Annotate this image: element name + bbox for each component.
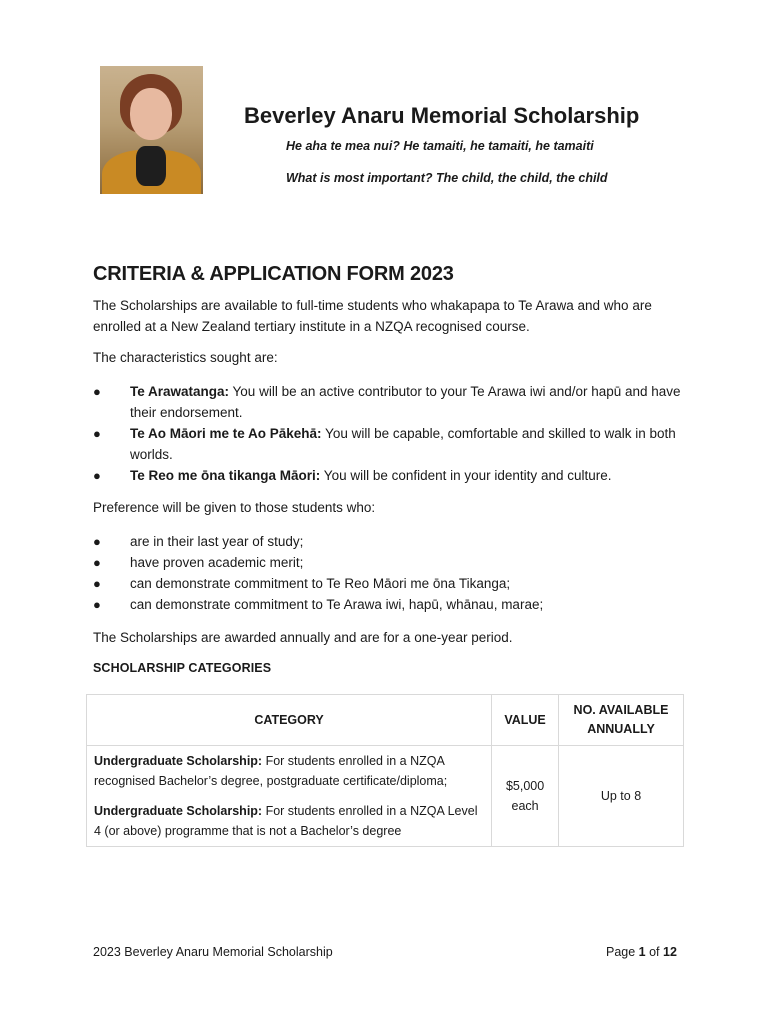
preference-text: are in their last year of study; (130, 534, 304, 549)
preference-text: can demonstrate commitment to Te Reo Māori me ōna Tikanga; (130, 576, 511, 591)
characteristic-text: You will be an active contributor to your Te Arawa iwi and/or hapū and have their endorsement. (130, 384, 681, 420)
list-item (93, 381, 693, 423)
list-item (93, 573, 693, 594)
characteristic-term: Te Arawatanga: (130, 384, 230, 399)
document-title: Beverley Anaru Memorial Scholarship (244, 103, 640, 128)
value-cell (492, 746, 559, 847)
bullet-icon: ● (93, 426, 101, 441)
characteristic-text: You will be capable, comfortable and skilled to walk in both worlds. (130, 426, 676, 462)
category-text: For students enrolled in a NZQA recognised Bachelor’s degree, postgraduate certificate/diploma; (94, 754, 448, 788)
column-header-available (559, 695, 684, 746)
column-header-available-label: NO. AVAILABLE ANNUALLY (573, 703, 669, 736)
preferences-list (93, 531, 693, 615)
category-item (94, 751, 484, 791)
bullet-icon: ● (93, 534, 101, 549)
page-total: 12 (663, 945, 677, 959)
bullet-icon: ● (93, 555, 101, 570)
categories-heading: SCHOLARSHIP CATEGORIES (93, 661, 272, 675)
list-item (93, 594, 693, 615)
characteristics-list (93, 381, 693, 486)
category-cell (87, 746, 492, 847)
value-amount: $5,000 (505, 779, 545, 793)
category-term: Undergraduate Scholarship: (94, 804, 263, 818)
preference-text: have proven academic merit; (130, 555, 304, 570)
page-current: 1 (638, 945, 646, 959)
scholarship-categories-table (86, 694, 684, 847)
category-item (94, 801, 484, 841)
table-row (87, 746, 684, 847)
motto-maori: He aha te mea nui? He tamaiti, he tamaiti, he tamaiti (286, 139, 594, 153)
page-prefix: Page (606, 945, 639, 959)
characteristics-intro: The characteristics sought are: (93, 350, 278, 365)
list-item (93, 531, 693, 552)
characteristic-term: Te Reo me ōna tikanga Māori: (130, 468, 321, 483)
table-header-row (87, 695, 684, 746)
preference-intro: Preference will be given to those students who: (93, 500, 376, 515)
category-text: For students enrolled in a NZQA Level 4 (or above) programme that is not a Bachelor’s degree (94, 804, 478, 838)
motto-english: What is most important? The child, the child, the child (286, 171, 608, 185)
value-unit: each (511, 799, 539, 813)
bullet-icon: ● (93, 468, 101, 483)
bullet-icon: ● (93, 384, 101, 399)
bullet-icon: ● (93, 576, 101, 591)
page-of: of (645, 945, 663, 959)
footer-document-name: 2023 Beverley Anaru Memorial Scholarship (93, 945, 333, 959)
list-item (93, 465, 693, 486)
footer-page-number (606, 945, 677, 959)
list-item (93, 423, 693, 465)
column-header-category: CATEGORY (87, 695, 492, 746)
characteristic-term: Te Ao Māori me te Ao Pākehā: (130, 426, 322, 441)
category-term: Undergraduate Scholarship: (94, 754, 263, 768)
form-heading: CRITERIA & APPLICATION FORM 2023 (93, 263, 454, 285)
column-header-value: VALUE (492, 695, 559, 746)
available-cell: Up to 8 (559, 746, 684, 847)
bullet-icon: ● (93, 597, 101, 612)
annual-note: The Scholarships are awarded annually and are for a one-year period. (93, 630, 513, 645)
portrait-photo (100, 66, 203, 194)
intro-paragraph: The Scholarships are available to full-time students who whakapapa to Te Arawa and who are enrolled at a New Zealand tertiary institute in a NZQA recognised course. (93, 298, 652, 334)
preference-text: can demonstrate commitment to Te Arawa iwi, hapū, whānau, marae; (130, 597, 544, 612)
characteristic-text: You will be confident in your identity and culture. (320, 468, 612, 483)
list-item (93, 552, 693, 573)
